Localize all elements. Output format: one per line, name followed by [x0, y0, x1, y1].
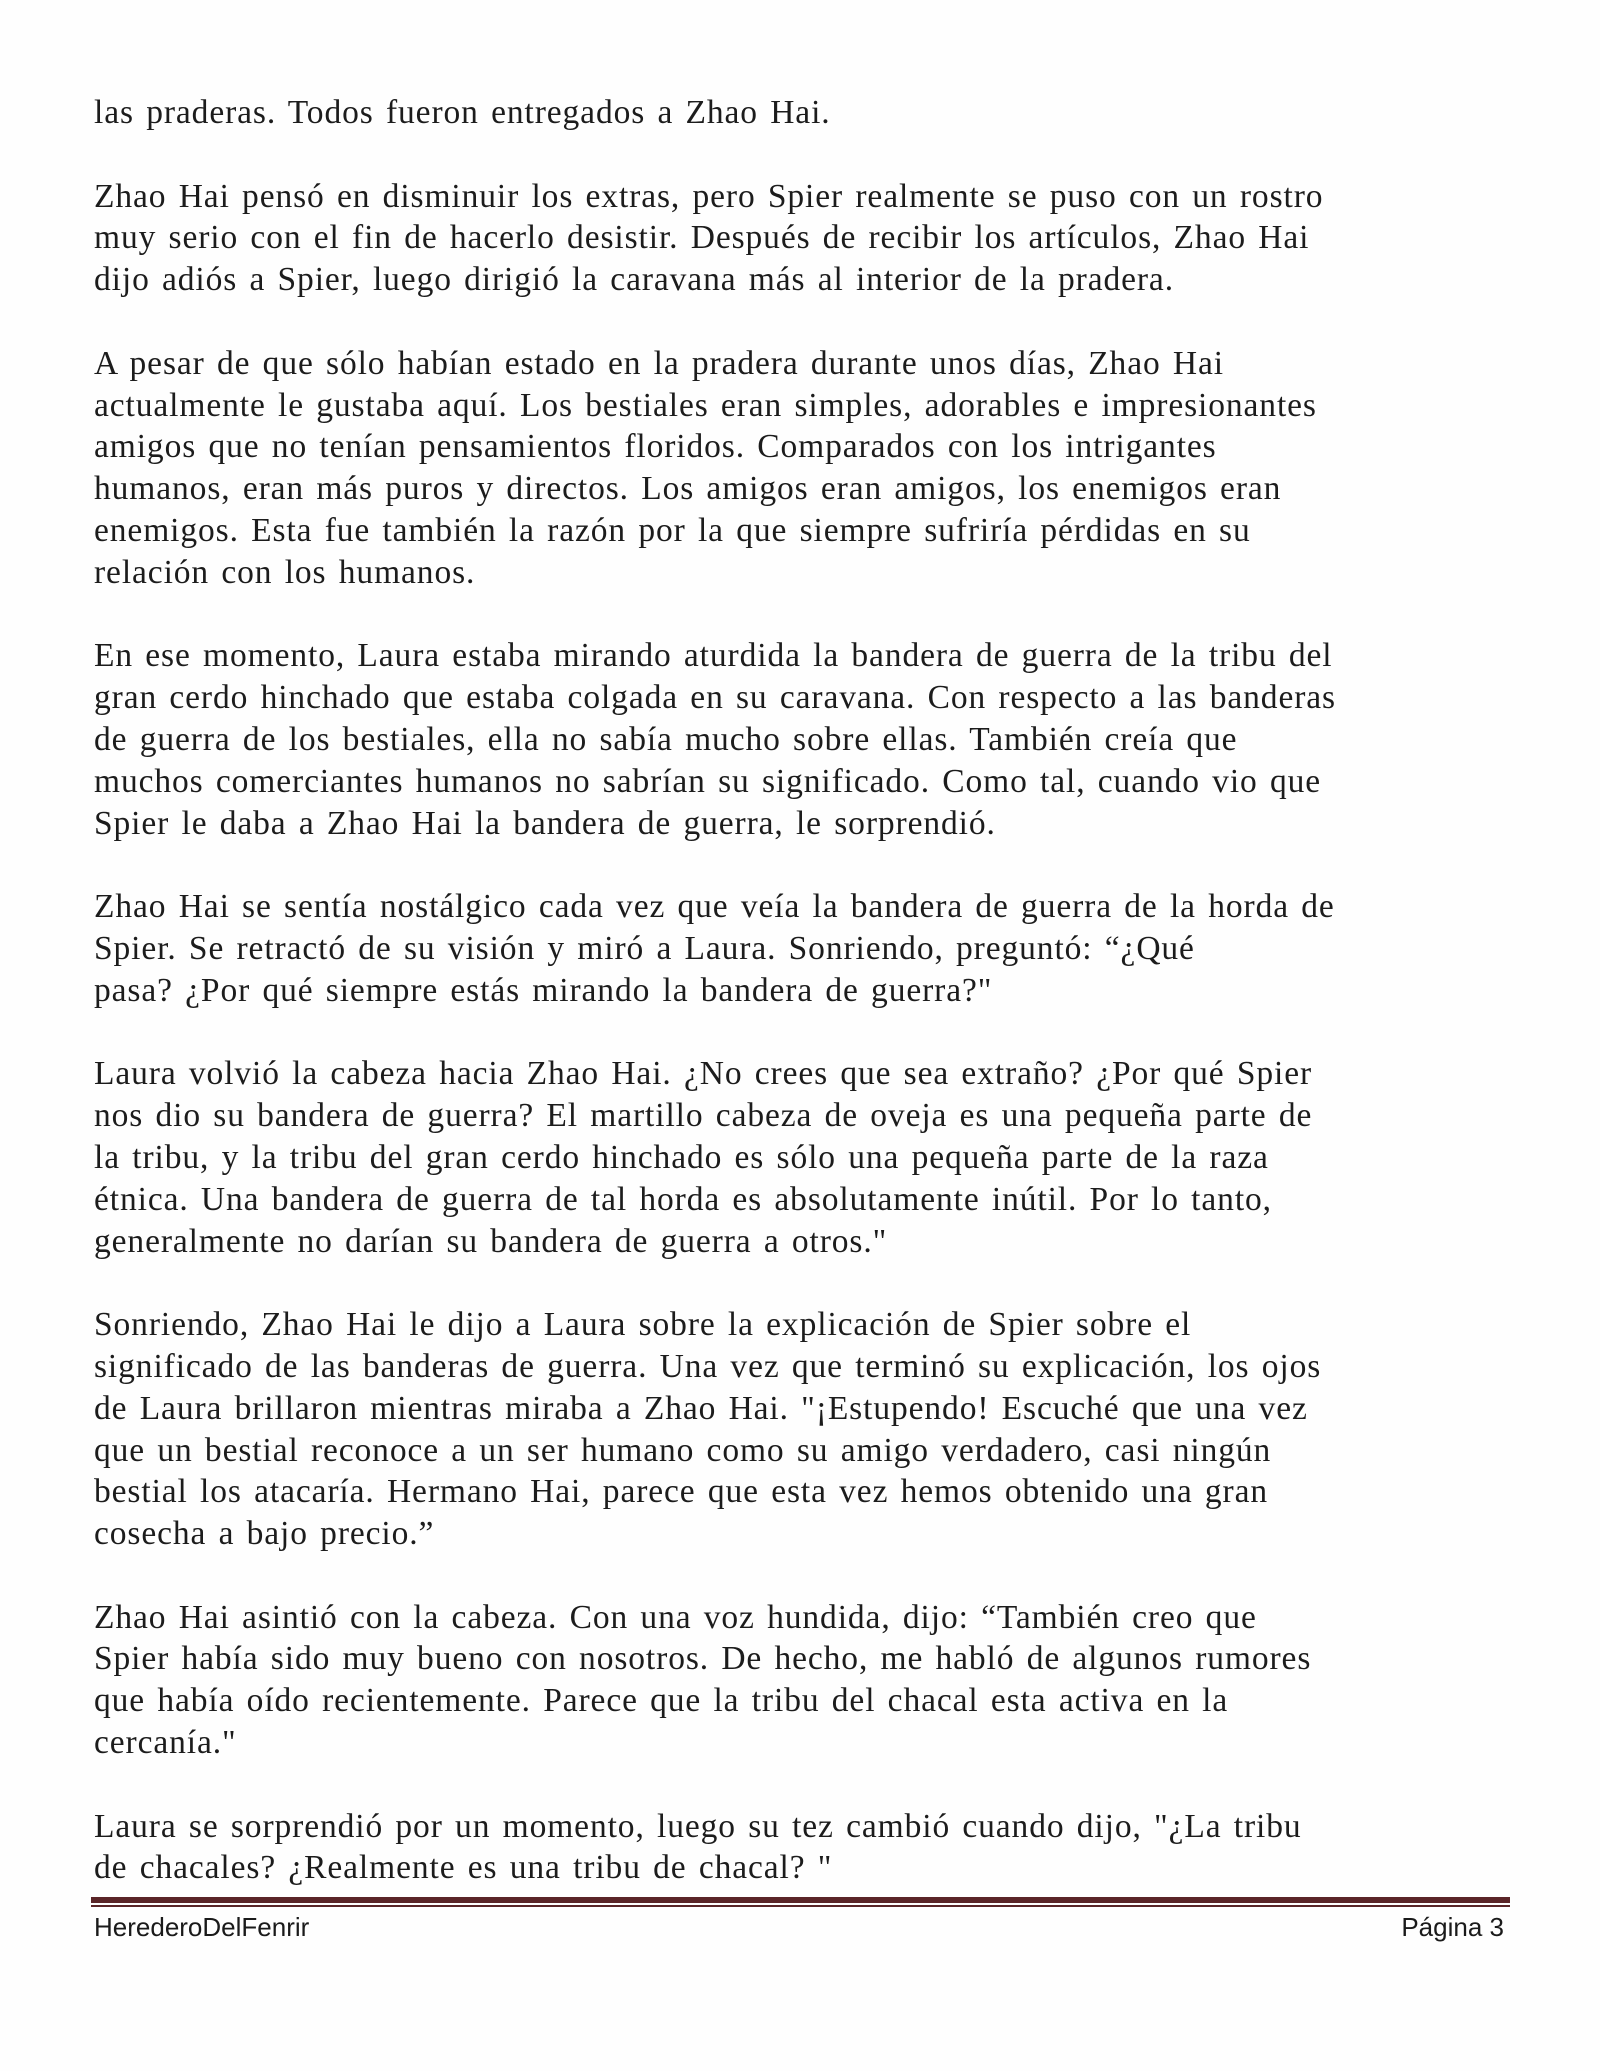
- paragraph-3: A pesar de que sólo habían estado en la pradera durante unos días, Zhao Hai actualmente le gustaba aquí. Los bestiales eran simples, adorables e impresionantes amigos que no tenían pensamientos floridos. Comparados con los intrigantes humanos, eran más puros y directos. Los amigos eran amigos, los enemigos eran enemigos. Esta fue también la razón por la que siempre sufriría pérdidas en su relación con los humanos.: [94, 344, 1317, 591]
- paragraph-5: Zhao Hai se sentía nostálgico cada vez que veía la bandera de guerra de la horda de Spier. Se retractó de su visión y miró a Laura. Sonriendo, preguntó: “¿Qué pasa? ¿Por qué siempre estás mirando la bandera de guerra?": [94, 888, 1335, 1009]
- paragraph-8: Zhao Hai asintió con la cabeza. Con una voz hundida, dijo: “También creo que Spier había sido muy bueno con nosotros. De hecho, me habló de algunos rumores que había oído recientemente. Parece que la tribu del chacal esta activa en la cercanía.": [94, 1598, 1312, 1762]
- paragraph-1: las praderas. Todos fueron entregados a Zhao Hai.: [94, 94, 831, 131]
- paragraph-9: Laura se sorprendió por un momento, luego su tez cambió cuando dijo, "¿La tribu de chacales? ¿Realmente es una tribu de chacal? ": [94, 1807, 1302, 1887]
- paragraph-2: Zhao Hai pensó en disminuir los extras, pero Spier realmente se puso con un rostro muy serio con el fin de hacerlo desistir. Después de recibir los artículos, Zhao Hai dijo adiós a Spier, luego dirigió la caravana más al interior de la pradera.: [94, 177, 1324, 299]
- paragraph-4: En ese momento, Laura estaba mirando aturdida la bandera de guerra de la tribu del gran cerdo hinchado que estaba colgada en su caravana. Con respecto a las banderas de guerra de los bestiales, ella no sabía mucho sobre ellas. También creía que muchos comerciantes humanos no sabrían su significado. Como tal, cuando vio que Spier le daba a Zhao Hai la bandera de guerra, le sorprendió.: [94, 637, 1336, 842]
- paragraph-6: Laura volvió la cabeza hacia Zhao Hai. ¿No crees que sea extraño? ¿Por qué Spier nos dio su bandera de guerra? El martillo cabeza de oveja es una pequeña parte de la tribu, y la tribu del gran cerdo hinchado es sólo una pequeña parte de la raza étnica. Una bandera de guerra de tal horda es absolutamente inútil. Por lo tanto, generalmente no darían su bandera de guerra a otros.": [94, 1055, 1313, 1260]
- body-text: [94, 92, 1514, 1931]
- footer-rule-thin: [91, 1905, 1510, 1907]
- footer-rule-thick: [91, 1897, 1510, 1903]
- footer-author: HerederoDelFenrir: [94, 1912, 310, 1942]
- footer-page-number: Página 3: [1401, 1912, 1504, 1942]
- paragraph-7: Sonriendo, Zhao Hai le dijo a Laura sobre la explicación de Spier sobre el significado de las banderas de guerra. Una vez que terminó su explicación, los ojos de Laura brillaron mientras miraba a Zhao Hai. "¡Estupendo! Escuché que una vez que un bestial reconoce a un ser humano como su amigo verdadero, casi ningún bestial los atacaría. Hermano Hai, parece que esta vez hemos obtenido una gran cosecha a bajo precio.”: [94, 1306, 1322, 1553]
